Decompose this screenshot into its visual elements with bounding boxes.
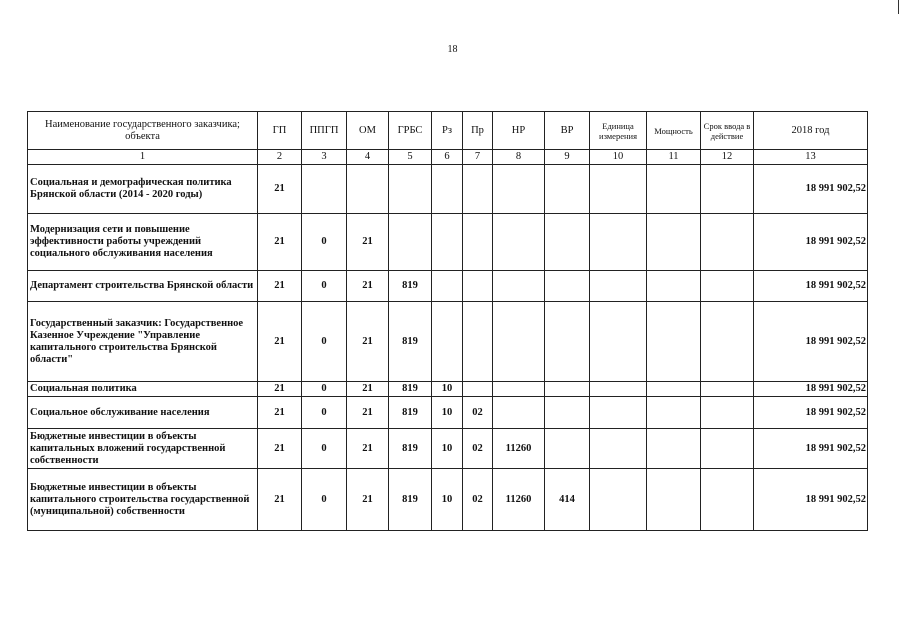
column-number: 13 <box>754 150 868 165</box>
ppgp-cell: 0 <box>302 271 347 302</box>
unit-cell <box>590 302 647 382</box>
om-cell: 21 <box>347 429 389 469</box>
row-name-cell: Государственный заказчик: Государственное Казенное Учреждение "Управление капитального строительства Брянской области" <box>28 302 258 382</box>
sum-2018-cell: 18 991 902,52 <box>754 271 868 302</box>
pr-cell: 02 <box>463 397 493 429</box>
nr-cell <box>493 397 545 429</box>
om-cell: 21 <box>347 302 389 382</box>
vr-cell <box>545 429 590 469</box>
unit-cell <box>590 469 647 531</box>
om-cell: 21 <box>347 397 389 429</box>
unit-cell <box>590 382 647 397</box>
rz-cell: 10 <box>432 429 463 469</box>
term-cell <box>701 397 754 429</box>
rz-cell: 10 <box>432 397 463 429</box>
grbs-cell: 819 <box>389 397 432 429</box>
om-cell: 21 <box>347 214 389 271</box>
column-number: 12 <box>701 150 754 165</box>
om-cell: 21 <box>347 382 389 397</box>
rz-cell: 10 <box>432 469 463 531</box>
om-cell: 21 <box>347 271 389 302</box>
term-cell <box>701 302 754 382</box>
column-number: 9 <box>545 150 590 165</box>
header-cell: Срок ввода в действие <box>701 112 754 150</box>
table-row <box>28 214 868 271</box>
gp-cell: 21 <box>258 271 302 302</box>
gp-cell: 21 <box>258 469 302 531</box>
table-row <box>28 302 868 382</box>
vr-cell: 414 <box>545 469 590 531</box>
vr-cell <box>545 271 590 302</box>
grbs-cell: 819 <box>389 271 432 302</box>
column-number: 11 <box>647 150 701 165</box>
header-cell: ГП <box>258 112 302 150</box>
column-number: 7 <box>463 150 493 165</box>
ppgp-cell: 0 <box>302 469 347 531</box>
header-cell: ППГП <box>302 112 347 150</box>
row-name-cell: Социальное обслуживание населения <box>28 397 258 429</box>
term-cell <box>701 214 754 271</box>
rz-cell <box>432 302 463 382</box>
term-cell <box>701 469 754 531</box>
header-cell: ГРБС <box>389 112 432 150</box>
om-cell: 21 <box>347 469 389 531</box>
grbs-cell: 819 <box>389 302 432 382</box>
row-name-cell: Бюджетные инвестиции в объекты капитальных вложений государственной собственности <box>28 429 258 469</box>
table-row <box>28 271 868 302</box>
rz-cell <box>432 214 463 271</box>
pr-cell <box>463 382 493 397</box>
nr-cell <box>493 271 545 302</box>
table-row <box>28 382 868 397</box>
unit-cell <box>590 429 647 469</box>
unit-cell <box>590 271 647 302</box>
pr-cell: 02 <box>463 429 493 469</box>
power-cell <box>647 302 701 382</box>
sum-2018-cell: 18 991 902,52 <box>754 214 868 271</box>
header-cell: ВР <box>545 112 590 150</box>
column-number: 5 <box>389 150 432 165</box>
column-number: 8 <box>493 150 545 165</box>
header-cell: ОМ <box>347 112 389 150</box>
nr-cell <box>493 214 545 271</box>
column-number: 3 <box>302 150 347 165</box>
grbs-cell <box>389 214 432 271</box>
scan-edge-mark <box>898 0 899 14</box>
rz-cell: 10 <box>432 382 463 397</box>
gp-cell: 21 <box>258 302 302 382</box>
grbs-cell: 819 <box>389 429 432 469</box>
column-number: 6 <box>432 150 463 165</box>
sum-2018-cell: 18 991 902,52 <box>754 165 868 214</box>
budget-table <box>27 111 868 531</box>
table-row <box>28 397 868 429</box>
column-number-row <box>28 150 868 165</box>
sum-2018-cell: 18 991 902,52 <box>754 302 868 382</box>
header-cell: Наименование государственного заказчика; объекта <box>28 112 258 150</box>
power-cell <box>647 397 701 429</box>
power-cell <box>647 271 701 302</box>
unit-cell <box>590 214 647 271</box>
ppgp-cell: 0 <box>302 302 347 382</box>
nr-cell: 11260 <box>493 429 545 469</box>
column-number: 2 <box>258 150 302 165</box>
vr-cell <box>545 382 590 397</box>
power-cell <box>647 382 701 397</box>
table-row <box>28 429 868 469</box>
grbs-cell <box>389 165 432 214</box>
column-number: 4 <box>347 150 389 165</box>
row-name-cell: Социальная политика <box>28 382 258 397</box>
sum-2018-cell: 18 991 902,52 <box>754 469 868 531</box>
nr-cell: 11260 <box>493 469 545 531</box>
header-cell: Единица измерения <box>590 112 647 150</box>
row-name-cell: Социальная и демографическая политика Брянской области (2014 - 2020 годы) <box>28 165 258 214</box>
power-cell <box>647 469 701 531</box>
ppgp-cell: 0 <box>302 214 347 271</box>
term-cell <box>701 429 754 469</box>
power-cell <box>647 429 701 469</box>
pr-cell <box>463 271 493 302</box>
nr-cell <box>493 382 545 397</box>
gp-cell: 21 <box>258 429 302 469</box>
row-name-cell: Модернизация сети и повышение эффективности работы учреждений социального обслуживания населения <box>28 214 258 271</box>
table-row <box>28 469 868 531</box>
nr-cell <box>493 302 545 382</box>
ppgp-cell: 0 <box>302 397 347 429</box>
rz-cell <box>432 165 463 214</box>
vr-cell <box>545 302 590 382</box>
ppgp-cell: 0 <box>302 429 347 469</box>
ppgp-cell <box>302 165 347 214</box>
term-cell <box>701 382 754 397</box>
header-cell: Мощность <box>647 112 701 150</box>
sum-2018-cell: 18 991 902,52 <box>754 429 868 469</box>
power-cell <box>647 214 701 271</box>
unit-cell <box>590 397 647 429</box>
term-cell <box>701 165 754 214</box>
pr-cell: 02 <box>463 469 493 531</box>
nr-cell <box>493 165 545 214</box>
om-cell <box>347 165 389 214</box>
column-number: 1 <box>28 150 258 165</box>
row-name-cell: Департамент строительства Брянской области <box>28 271 258 302</box>
ppgp-cell: 0 <box>302 382 347 397</box>
unit-cell <box>590 165 647 214</box>
header-cell: Рз <box>432 112 463 150</box>
header-cell: Пр <box>463 112 493 150</box>
gp-cell: 21 <box>258 214 302 271</box>
term-cell <box>701 271 754 302</box>
column-number: 10 <box>590 150 647 165</box>
vr-cell <box>545 397 590 429</box>
pr-cell <box>463 165 493 214</box>
grbs-cell: 819 <box>389 469 432 531</box>
pr-cell <box>463 214 493 271</box>
gp-cell: 21 <box>258 397 302 429</box>
sum-2018-cell: 18 991 902,52 <box>754 382 868 397</box>
gp-cell: 21 <box>258 382 302 397</box>
rz-cell <box>432 271 463 302</box>
power-cell <box>647 165 701 214</box>
header-cell: НР <box>493 112 545 150</box>
header-row <box>28 112 868 150</box>
table-row <box>28 165 868 214</box>
grbs-cell: 819 <box>389 382 432 397</box>
pr-cell <box>463 302 493 382</box>
page-number: 18 <box>447 44 458 55</box>
header-cell: 2018 год <box>754 112 868 150</box>
sum-2018-cell: 18 991 902,52 <box>754 397 868 429</box>
vr-cell <box>545 214 590 271</box>
vr-cell <box>545 165 590 214</box>
row-name-cell: Бюджетные инвестиции в объекты капитального строительства государственной (муниципальной) собственности <box>28 469 258 531</box>
gp-cell: 21 <box>258 165 302 214</box>
